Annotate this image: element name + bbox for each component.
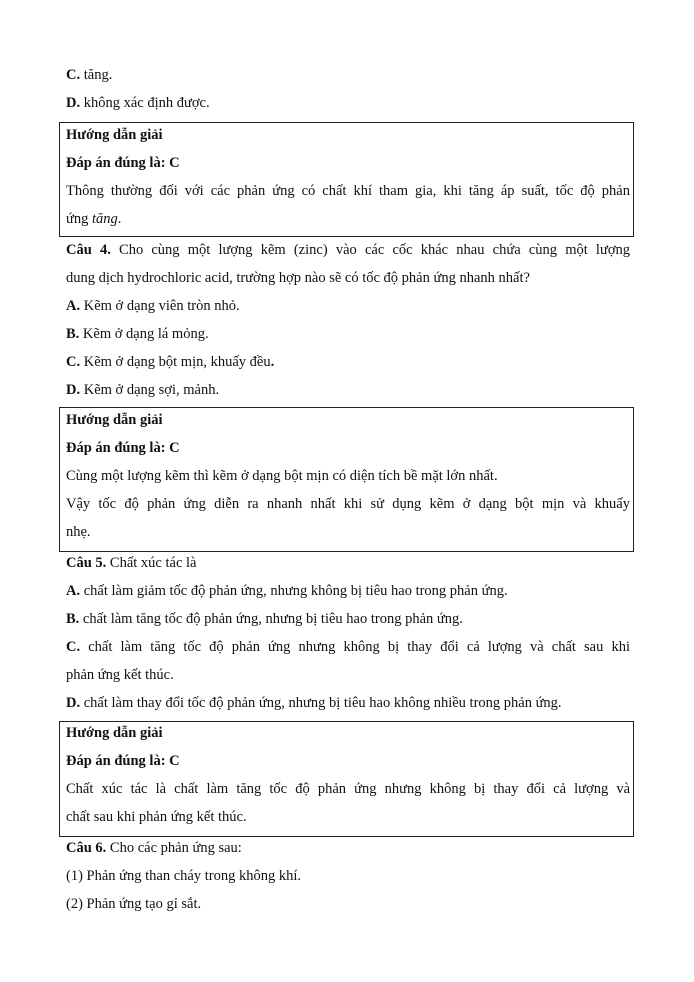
q5-answer: Đáp án đúng là: C [66, 753, 180, 769]
q4-stem-line1: Câu 4. Cho cùng một lượng kẽm (zinc) vào các cốc khác nhau chứa cùng một lượng [66, 242, 630, 258]
q5-option-d: D. chất làm thay đổi tốc độ phản ứng, nhưng bị tiêu hao không nhiều trong phản ứng. [66, 695, 562, 711]
q5-option-a: A. chất làm giảm tốc độ phản ứng, nhưng không bị tiêu hao trong phản ứng. [66, 583, 508, 599]
q3-answer: Đáp án đúng là: C [66, 155, 180, 171]
q3-explanation-line2: ứng tăng. [66, 211, 122, 227]
q5-explanation-line1: Chất xúc tác là chất làm tăng tốc độ phản ứng nhưng không bị thay đổi cả lượng và [66, 781, 630, 797]
q6-item-2: (2) Phản ứng tạo gỉ sắt. [66, 896, 202, 912]
q4-option-c: C. Kẽm ở dạng bột mịn, khuấy đều. [66, 354, 275, 370]
q4-solution-title: Hướng dẫn giải [66, 412, 163, 428]
q4-answer: Đáp án đúng là: C [66, 440, 180, 456]
q5-explanation-line2: chất sau khi phản ứng kết thúc. [66, 809, 247, 825]
q4-option-b: B. Kẽm ở dạng lá mỏng. [66, 326, 209, 342]
q4-stem-line2: dung dịch hydrochloric acid, trường hợp nào sẽ có tốc độ phản ứng nhanh nhất? [66, 270, 530, 286]
q5-option-c-line2: phản ứng kết thúc. [66, 667, 174, 683]
q3-option-d: D. không xác định được. [66, 95, 210, 111]
q5-option-b: B. chất làm tăng tốc độ phản ứng, nhưng bị tiêu hao trong phản ứng. [66, 611, 463, 627]
q3-option-c: C. tăng. [66, 67, 113, 83]
q4-option-d: D. Kẽm ở dạng sợi, mảnh. [66, 382, 220, 398]
q4-explanation-line1: Cùng một lượng kẽm thì kẽm ở dạng bột mịn có diện tích bề mặt lớn nhất. [66, 468, 498, 484]
q4-option-a: A. Kẽm ở dạng viên tròn nhỏ. [66, 298, 240, 314]
q6-stem: Câu 6. Cho các phản ứng sau: [66, 840, 242, 856]
q5-stem: Câu 5. Chất xúc tác là [66, 555, 197, 571]
q4-explanation-line2: Vậy tốc độ phản ứng diễn ra nhanh nhất khi sử dụng kẽm ở dạng bột mịn và khuấy [66, 496, 630, 512]
q5-option-c-line1: C. chất làm tăng tốc độ phản ứng nhưng không bị thay đổi cả lượng và chất sau khi [66, 639, 630, 655]
q5-solution-title: Hướng dẫn giải [66, 725, 163, 741]
q4-explanation-line3: nhẹ. [66, 524, 91, 540]
q3-solution-title: Hướng dẫn giải [66, 127, 163, 143]
q6-item-1: (1) Phản ứng than cháy trong không khí. [66, 868, 301, 884]
q3-explanation-line1: Thông thường đối với các phản ứng có chất khí tham gia, khi tăng áp suất, tốc độ phản [66, 183, 630, 199]
